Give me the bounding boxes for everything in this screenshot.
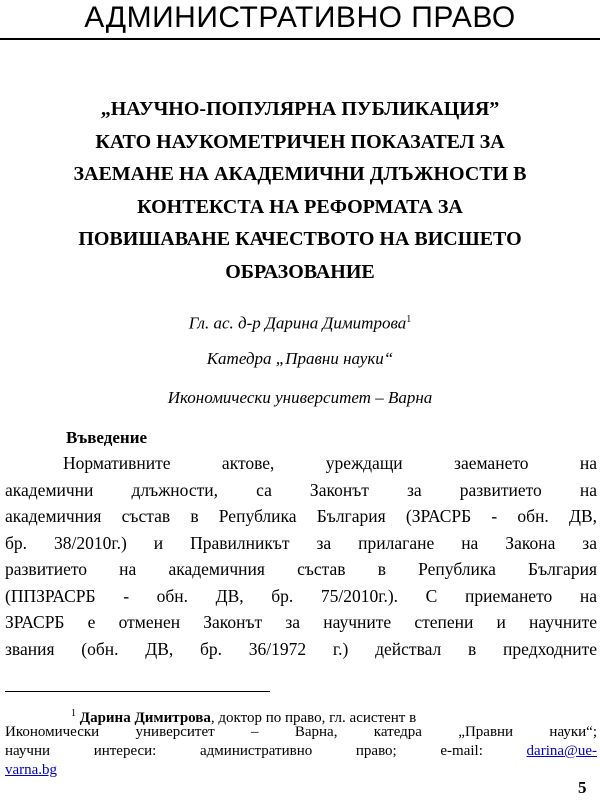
author-name-text: Гл. ас. д-р Дарина Димитрова — [188, 313, 407, 333]
paragraph-line: академични длъжности, са Законът за развитието на — [5, 479, 597, 500]
title-line: ЗАЕМАНЕ НА АКАДЕМИЧНИ ДЛЪЖНОСТИ В — [73, 163, 527, 185]
page-number: 5 — [578, 778, 587, 797]
title-line: КАТО НАУКОМЕТРИЧЕН ПОКАЗАТЕЛ ЗА — [95, 130, 505, 153]
section-heading-introduction: Въведение — [66, 428, 148, 447]
title-line: „НАУЧНО-ПОПУЛЯРНА ПУБЛИКАЦИЯ” — [100, 98, 500, 120]
title-line: ПОВИШАВАНЕ КАЧЕСТВОТО НА ВИСШЕТО — [78, 228, 522, 250]
footnote-author-name: Дарина Димитрова — [79, 710, 211, 726]
footnote-marker: 1 — [71, 708, 76, 719]
title-line: КОНТЕКСТА НА РЕФОРМАТА ЗА — [137, 195, 463, 218]
paragraph-line: звания (обн. ДВ, бр. 36/1972 г.) действал в предходните — [5, 638, 597, 659]
paragraph-line: Нормативните актове, уреждащи заемането на — [63, 453, 597, 473]
title-line: ОБРАЗОВАНИЕ — [225, 260, 375, 283]
article-title — [10, 93, 590, 288]
paragraph-line: ЗРАСРБ е отменен Законът за научните степени и научните — [5, 612, 597, 632]
footnote-line — [5, 742, 597, 761]
footnote-line: Икономически университет – Варна, катедра „Правни науки“; — [5, 724, 597, 740]
paragraph-line: развитието на академичния състав в Република България — [5, 559, 597, 579]
paragraph-line: бр. 38/2010г.) и Правилникът за прилагане на Закона за — [5, 532, 597, 553]
footnote-text: научни интереси: административно право; e-mail: — [5, 743, 527, 759]
footnote-line — [5, 761, 597, 780]
author-department: Катедра „Правни науки“ — [206, 349, 394, 368]
paragraph-line: (ППЗРАСРБ - обн. ДВ, бр. 75/2010г.). С приемането на — [5, 585, 597, 606]
email-link-continuation[interactable]: varna.bg — [5, 762, 58, 778]
footnote-text: , доктор по право, гл. асистент в — [210, 710, 417, 726]
author-name — [0, 309, 600, 335]
email-link[interactable]: darina@ue- — [526, 743, 597, 759]
footnote-reference[interactable]: 1 — [406, 314, 412, 325]
footnote-separator — [5, 691, 270, 692]
author-university: Икономически университет – Варна — [167, 388, 433, 407]
paragraph-line: академичния състав в Република България (ЗРАСРБ - обн. ДВ, — [5, 506, 597, 526]
running-header: АДМИНИСТРАТИВНО ПРАВО — [0, 0, 600, 40]
